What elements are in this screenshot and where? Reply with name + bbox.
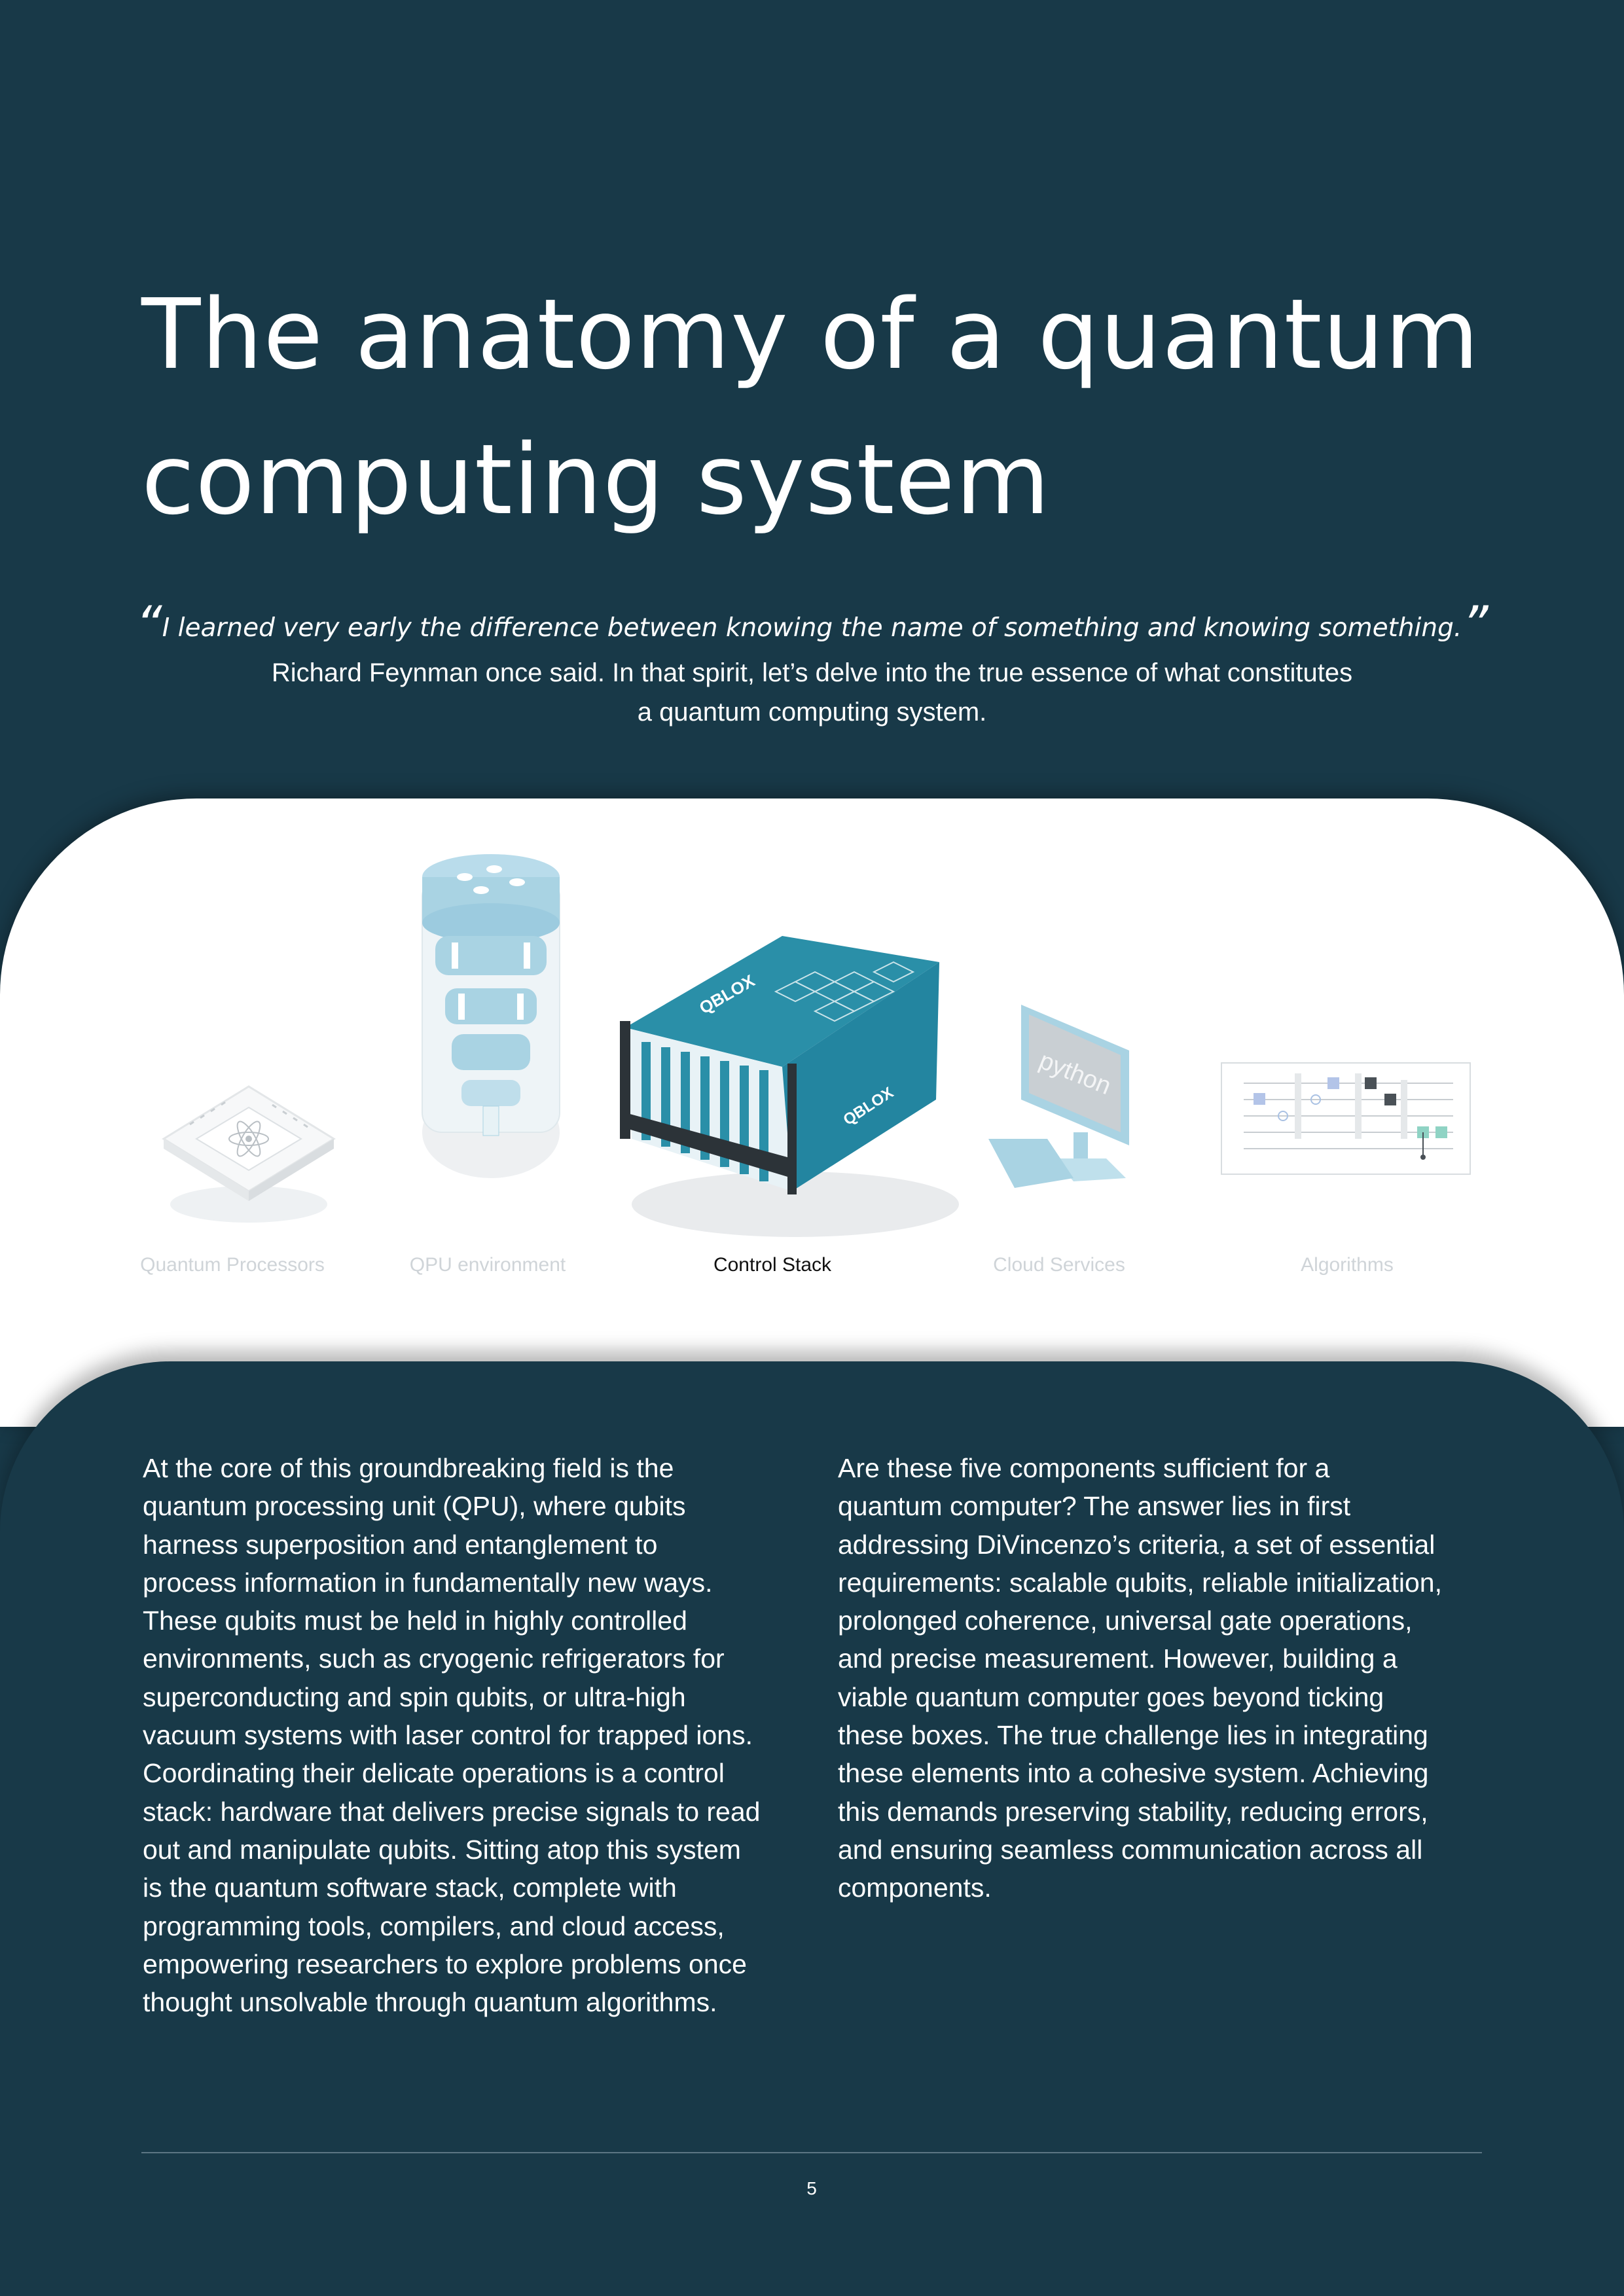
python-label: python <box>1035 1047 1115 1101</box>
body-left-line: These qubits must be held in highly controlled <box>143 1605 687 1636</box>
algorithms-illustration[interactable] <box>1218 851 1473 1296</box>
control-stack-handle-right <box>787 1064 797 1194</box>
component-label-cloud-services[interactable]: Cloud Services <box>993 1254 1125 1276</box>
body-left-line: environments, such as cryogenic refrigerators for <box>143 1643 725 1674</box>
body-right-line: quantum computer? The answer lies in first <box>838 1491 1351 1522</box>
cloud-services-illustration[interactable] <box>975 851 1146 1296</box>
attribution-line-1: Richard Feynman once said. In that spirit, let’s delve into the true essence of what constitutes <box>271 658 1353 687</box>
body-right-line: and precise measurement. However, building a <box>838 1643 1398 1674</box>
quote-text-line <box>131 596 1493 655</box>
close-quote-mark: ” <box>1462 596 1489 655</box>
body-left-line: out and manipulate qubits. Sitting atop this system <box>143 1834 741 1865</box>
body-right-line: these elements into a cohesive system. Achieving <box>838 1758 1429 1789</box>
body-right-line: Are these five components sufficient for a <box>838 1453 1330 1483</box>
body-left-line: stack: hardware that delivers precise signals to read <box>143 1796 761 1827</box>
quote-text: I learned very early the difference between knowing the name of something and knowing something. <box>162 613 1462 643</box>
page-number: 5 <box>806 2178 817 2198</box>
attribution-line-2: a quantum computing system. <box>637 698 987 726</box>
component-label-control-stack[interactable]: Control Stack <box>713 1254 832 1276</box>
fridge-mixing-chamber <box>483 1106 499 1136</box>
body-left-line: Coordinating their delicate operations is a control <box>143 1758 725 1789</box>
body-left-line: superconducting and spin qubits, or ultra-high <box>143 1681 686 1712</box>
circuit-frame <box>1221 1063 1470 1174</box>
keyboard <box>988 1139 1074 1188</box>
body-left-line: empowering researchers to explore problems once <box>143 1948 747 1979</box>
body-left-line: process information in fundamentally new ways. <box>143 1567 713 1598</box>
body-right-line: viable quantum computer goes beyond ticking <box>838 1681 1384 1712</box>
control-stack-illustration[interactable] <box>605 851 972 1296</box>
fridge-plate-5 <box>461 1080 520 1106</box>
body-right-line: components. <box>838 1873 992 1903</box>
body-right-line: and ensuring seamless communication across all <box>838 1834 1423 1865</box>
footer-divider <box>141 2152 1482 2153</box>
fridge-plate-4 <box>452 1034 530 1070</box>
body-left-line: harness superposition and entanglement to <box>143 1529 658 1560</box>
body-column-left <box>143 1449 797 2021</box>
body-left-line: At the core of this groundbreaking field is the <box>143 1453 674 1483</box>
quantum-processor-illustration[interactable] <box>151 851 347 1296</box>
open-quote-mark: “ <box>135 596 162 655</box>
feynman-quote <box>131 596 1493 732</box>
body-right-line: requirements: scalable qubits, reliable initialization, <box>838 1567 1442 1598</box>
body-right-line: this demands preserving stability, reducing errors, <box>838 1796 1428 1827</box>
body-column-right <box>838 1449 1492 1907</box>
dilution-refrigerator-illustration[interactable] <box>409 851 569 1296</box>
body-right-line: prolonged coherence, universal gate operations, <box>838 1605 1413 1636</box>
body-left-line: programming tools, compilers, and cloud access, <box>143 1910 725 1941</box>
title-line-1: The anatomy of a quantum <box>141 278 1480 391</box>
body-left-line: vacuum systems with laser control for trapped ions. <box>143 1720 753 1751</box>
component-label-qpu-environment[interactable]: QPU environment <box>409 1254 566 1276</box>
component-label-quantum-processors[interactable]: Quantum Processors <box>140 1254 325 1276</box>
body-left-line: thought unsolvable through quantum algorithms. <box>143 1987 717 2018</box>
component-label-algorithms[interactable]: Algorithms <box>1301 1254 1394 1276</box>
brand-logo-top: QBLOX <box>696 970 759 1018</box>
body-left-line: is the quantum software stack, complete with <box>143 1873 677 1903</box>
body-right-line: addressing DiVincenzo’s criteria, a set of essential <box>838 1529 1435 1560</box>
title-line-2: computing system <box>141 423 1051 536</box>
body-left-line: quantum processing unit (QPU), where qubits <box>143 1491 686 1522</box>
quote-attribution <box>131 653 1493 732</box>
body-right-line: these boxes. The true challenge lies in integrating <box>838 1720 1428 1751</box>
brand-logo-side: QBLOX <box>840 1083 897 1130</box>
control-stack-handle-left <box>620 1021 630 1139</box>
page-title <box>141 262 1516 552</box>
